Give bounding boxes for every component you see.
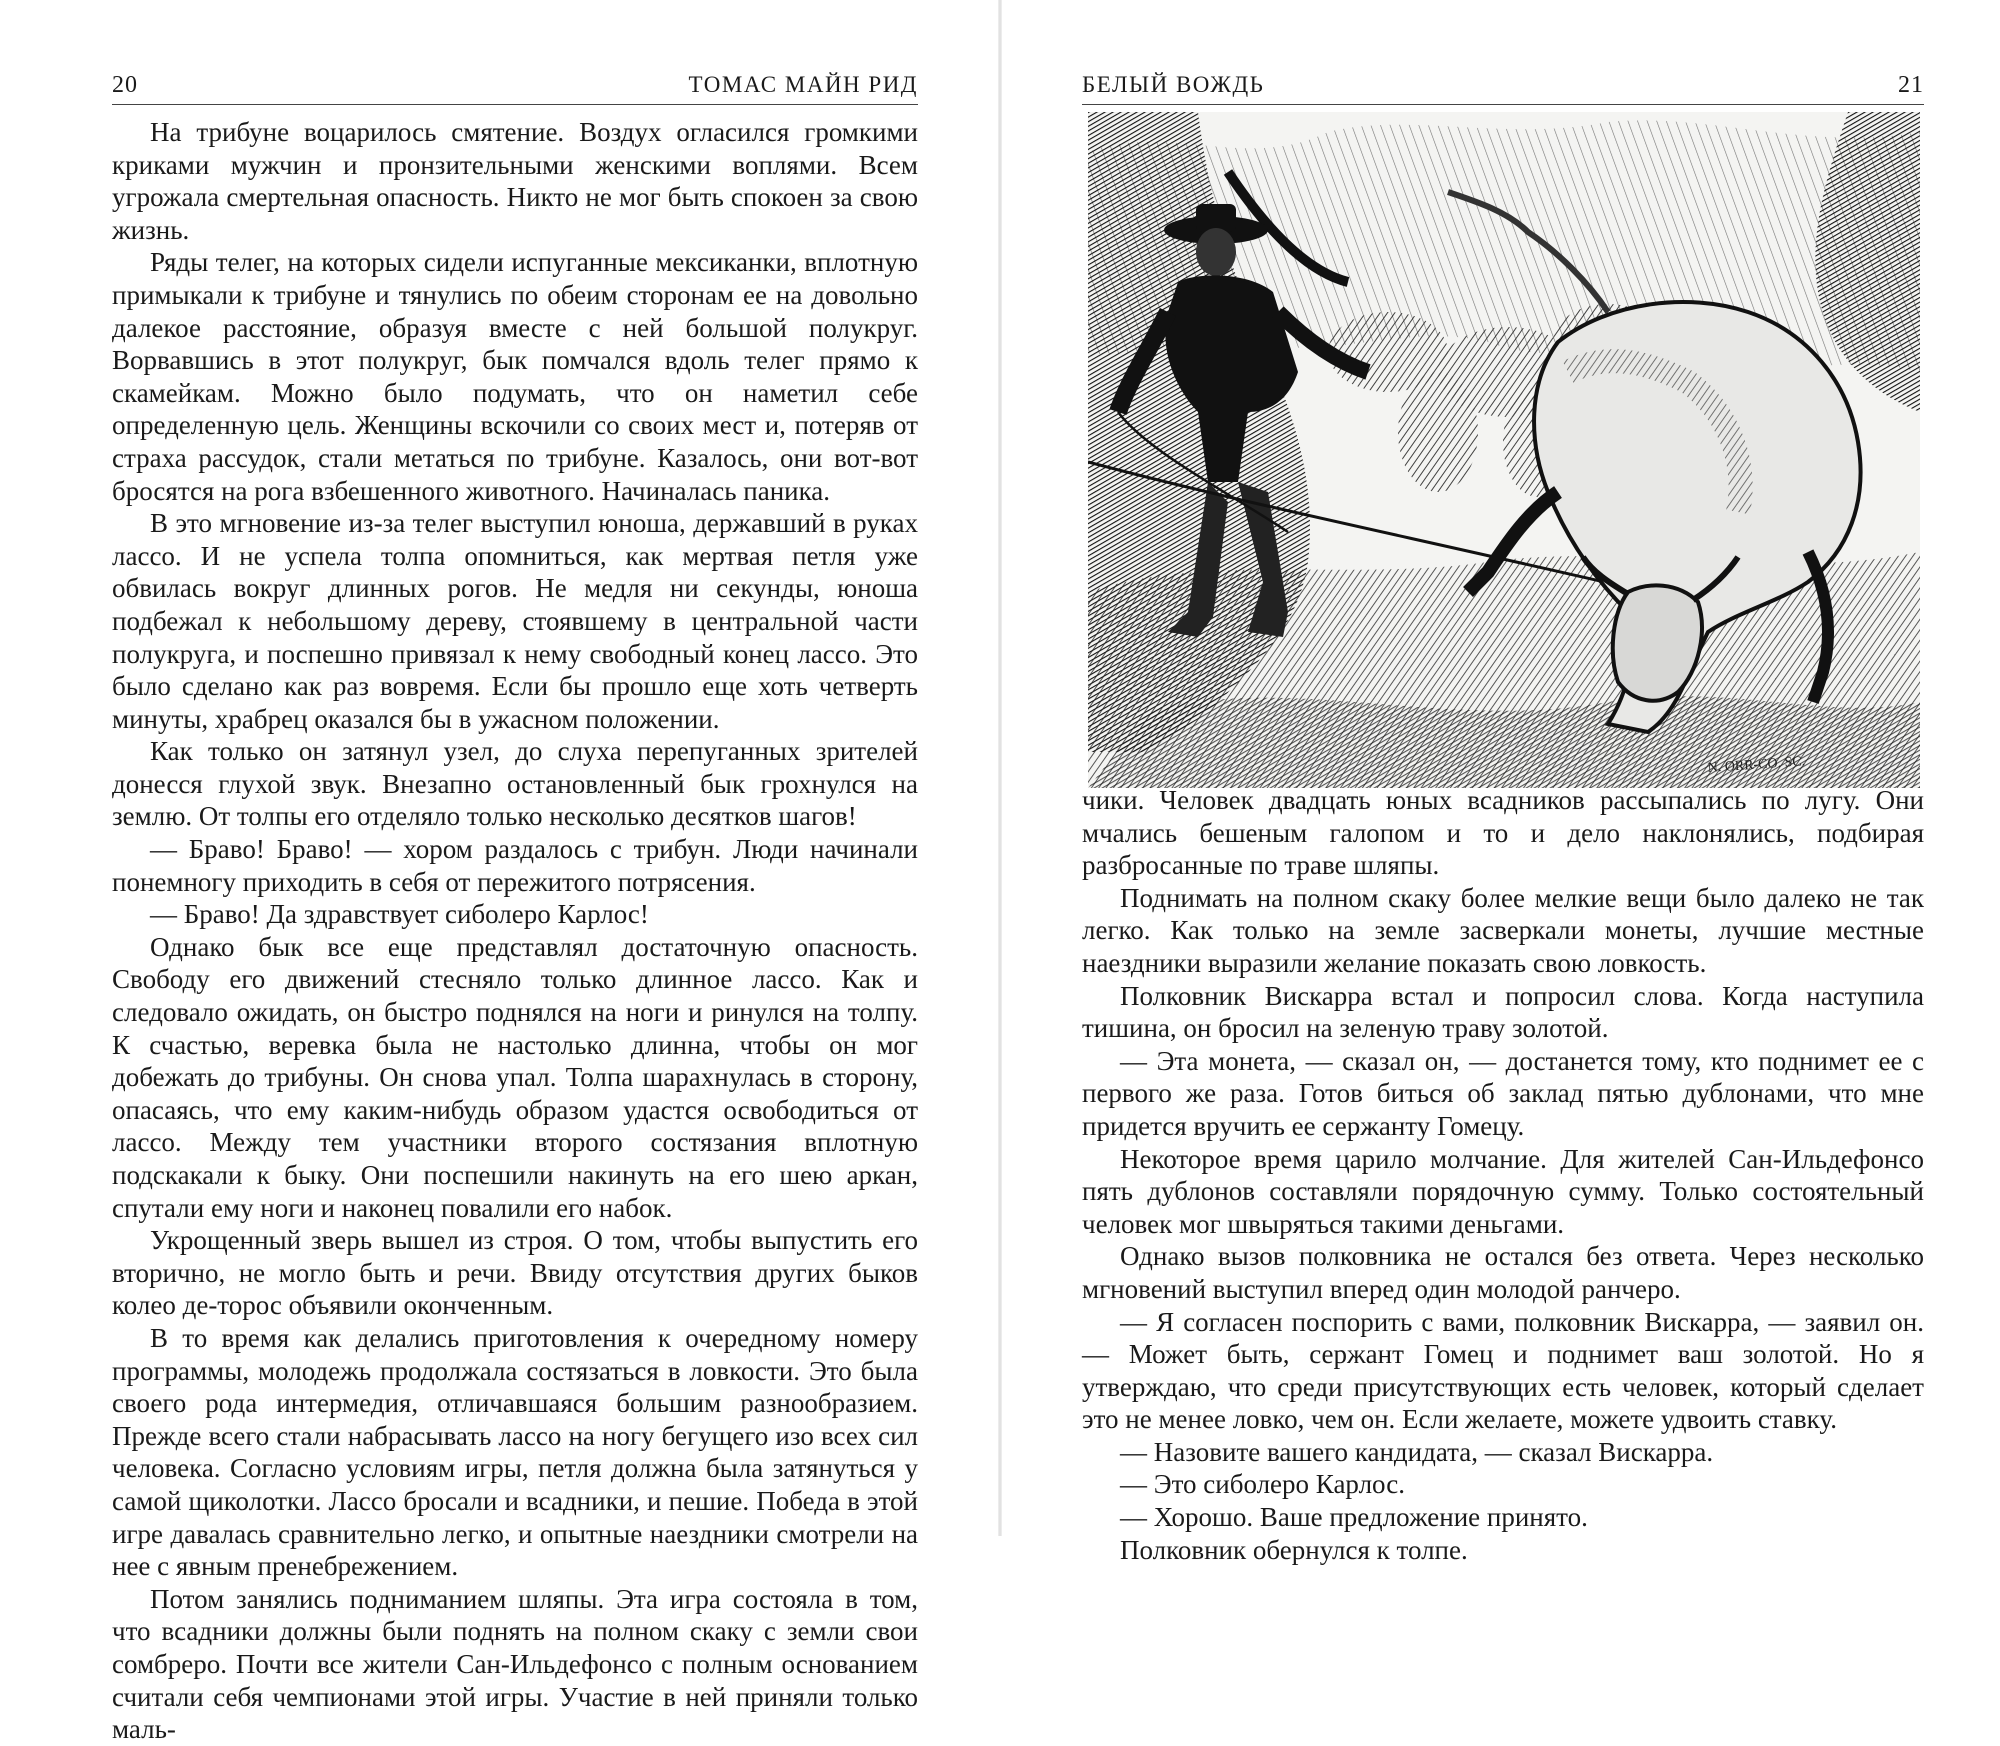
bull-lasso-engraving (1088, 112, 1920, 788)
paragraph: чики. Человек двадцать юных всадников рассыпались по лугу. Они мчались бешеным галопом и то и дело наклонялись, подбирая разбросанные по траве шляпы. (1082, 785, 1924, 881)
paragraph: Полковник обернулся к толпе. (1120, 1534, 1468, 1565)
left-page (0, 0, 1000, 1745)
paragraph: — Эта монета, — сказал он, — достанется тому, кто поднимет ее с первого же раза. Готов биться об заклад пятью дублонами, что мне придется вручить ее сержанту Гомецу. (1082, 1045, 1924, 1141)
paragraph: На трибуне воцарилось смятение. Воздух огласился громкими криками мужчин и пронзительными женскими воплями. Всем угрожала смертельная опасность. Никто не мог быть спокоен за свою жизнь. (112, 117, 918, 245)
paragraph: В это мгновение из-за телег выступил юноша, державший в руках лассо. И не успела толпа опомниться, как мертвая петля уже обвилась вокруг длинных рогов. Не медля ни секунды, юноша подбежал к небольшому дереву, стоявшему в центральной части полукруга, и поспешно привязал к нему свободный конец лассо. Это было сделано как раз вовремя. Если бы прошло еще хоть четверть минуты, храбрец оказался бы в ужасном положении. (112, 508, 918, 734)
paragraph: Однако бык все еще представлял достаточную опасность. Свободу его движений стесняло только длинное лассо. Как и следовало ожидать, он быстро поднялся на ноги и ринулся на толпу. К счастью, веревка была не настолько длинна, чтобы он мог добежать до трибуны. Он снова упал. Толпа шарахнулась в сторону, опасаясь, что ему каким-нибудь образом удастся освободиться от лассо. Между тем участники второго состязания вплотную подскакали к быку. Они поспешили накинуть на его шею аркан, спутали ему ноги и наконец повалили его набок. (112, 931, 918, 1223)
right-page-body (1082, 784, 1924, 1566)
paragraph: Как только он затянул узел, до слуха перепуганных зрителей донесся глухой звук. Внезапно остановленный бык грохнулся на землю. От толпы его отделяло только несколько десятков шагов! (112, 736, 918, 832)
page-number: 20 (112, 72, 138, 98)
paragraph: Некоторое время царило молчание. Для жителей Сан-Ильдефонсо пять дублонов составляли порядочную сумму. Только состоятельный человек мог швыряться такими деньгами. (1082, 1143, 1924, 1239)
running-head-title: БЕЛЫЙ ВОЖДЬ (1082, 72, 1265, 97)
paragraph: Ряды телег, на которых сидели испуганные мексиканки, вплотную примыкали к трибуне и тянулись по обеим сторонам ее на довольно далекое расстояние, образуя вместе с ней большой полукруг. Ворвавшись в этот полукруг, бык помчался вдоль телег прямо к скамейкам. Можно было подумать, что он наметил себе определенную цель. Женщины вскочили со своих мест и, потеряв от страха рассудок, стали метаться по трибуне. Казалось, они вот-вот бросятся на рога взбешенного животного. Начиналась паника. (112, 247, 918, 506)
paragraph: — Хорошо. Ваше предложение принято. (1120, 1502, 1588, 1533)
engraver-signature: N. ORR-CO. SC. (1707, 754, 1806, 776)
left-page-header (112, 70, 918, 105)
page-number: 21 (1898, 72, 1924, 98)
engraving-illustration (1088, 112, 1920, 788)
paragraph: В то время как делались приготовления к очередному номеру программы, молодежь продолжала состязаться в ловкости. Это была своего рода интермедия, отличавшаяся большим разнообразием. Прежде всего стали набрасывать лассо на ногу бегущего изо всех сил человека. Согласно условиям игры, петля должна была затянуться у самой щиколотки. Лассо бросали и всадники, и пешие. Победа в этой игре давалась сравнительно легко, и опытные наездники смотрели на нее с явным пренебрежением. (112, 1322, 918, 1582)
paragraph: Однако вызов полковника не остался без ответа. Через несколько мгновений выступил вперед один молодой ранчеро. (1082, 1241, 1924, 1304)
paragraph: — Браво! Да здравствует сиболеро Карлос! (150, 899, 649, 930)
running-head-author: ТОМАС МАЙН РИД (688, 72, 918, 97)
paragraph: — Браво! Браво! — хором раздалось с трибун. Люди начинали понемногу приходить в себя от пережитого потрясения. (112, 834, 918, 897)
paragraph: Укрощенный зверь вышел из строя. О том, чтобы выпустить его вторично, не могло быть и речи. Ввиду отсутствия других быков колео де-торос объявили оконченным. (112, 1225, 918, 1321)
paragraph: — Это сиболеро Карлос. (1120, 1469, 1405, 1500)
left-page-body (112, 116, 918, 1746)
paragraph: Полковник Вискарра встал и попросил слова. Когда наступила тишина, он бросил на зеленую траву золотой. (1082, 980, 1924, 1044)
paragraph: — Я согласен поспорить с вами, полковник Вискарра, — заявил он. — Может быть, сержант Гомец и поднимет ваш золотой. Но я утверждаю, что среди присутствующих есть человек, который сделает это не менее ловко, чем он. Если желаете, можете удвоить ставку. (1082, 1306, 1924, 1435)
paragraph: Потом занялись подниманием шляпы. Эта игра состояла в том, что всадники должны были поднять на полном скаку с земли свои сомбреро. Почти все жители Сан-Ильдефонсо с полным основанием считали себя чемпионами этой игры. Участие в ней приняли только маль- (112, 1583, 918, 1745)
right-page-header (1082, 70, 1924, 105)
paragraph: — Назовите вашего кандидата, — сказал Вискарра. (1120, 1436, 1714, 1467)
paragraph: Поднимать на полном скаку более мелкие вещи было далеко не так легко. Как только на земле засверкали монеты, лучшие местные наездники выразили желание показать свою ловкость. (1082, 882, 1924, 978)
